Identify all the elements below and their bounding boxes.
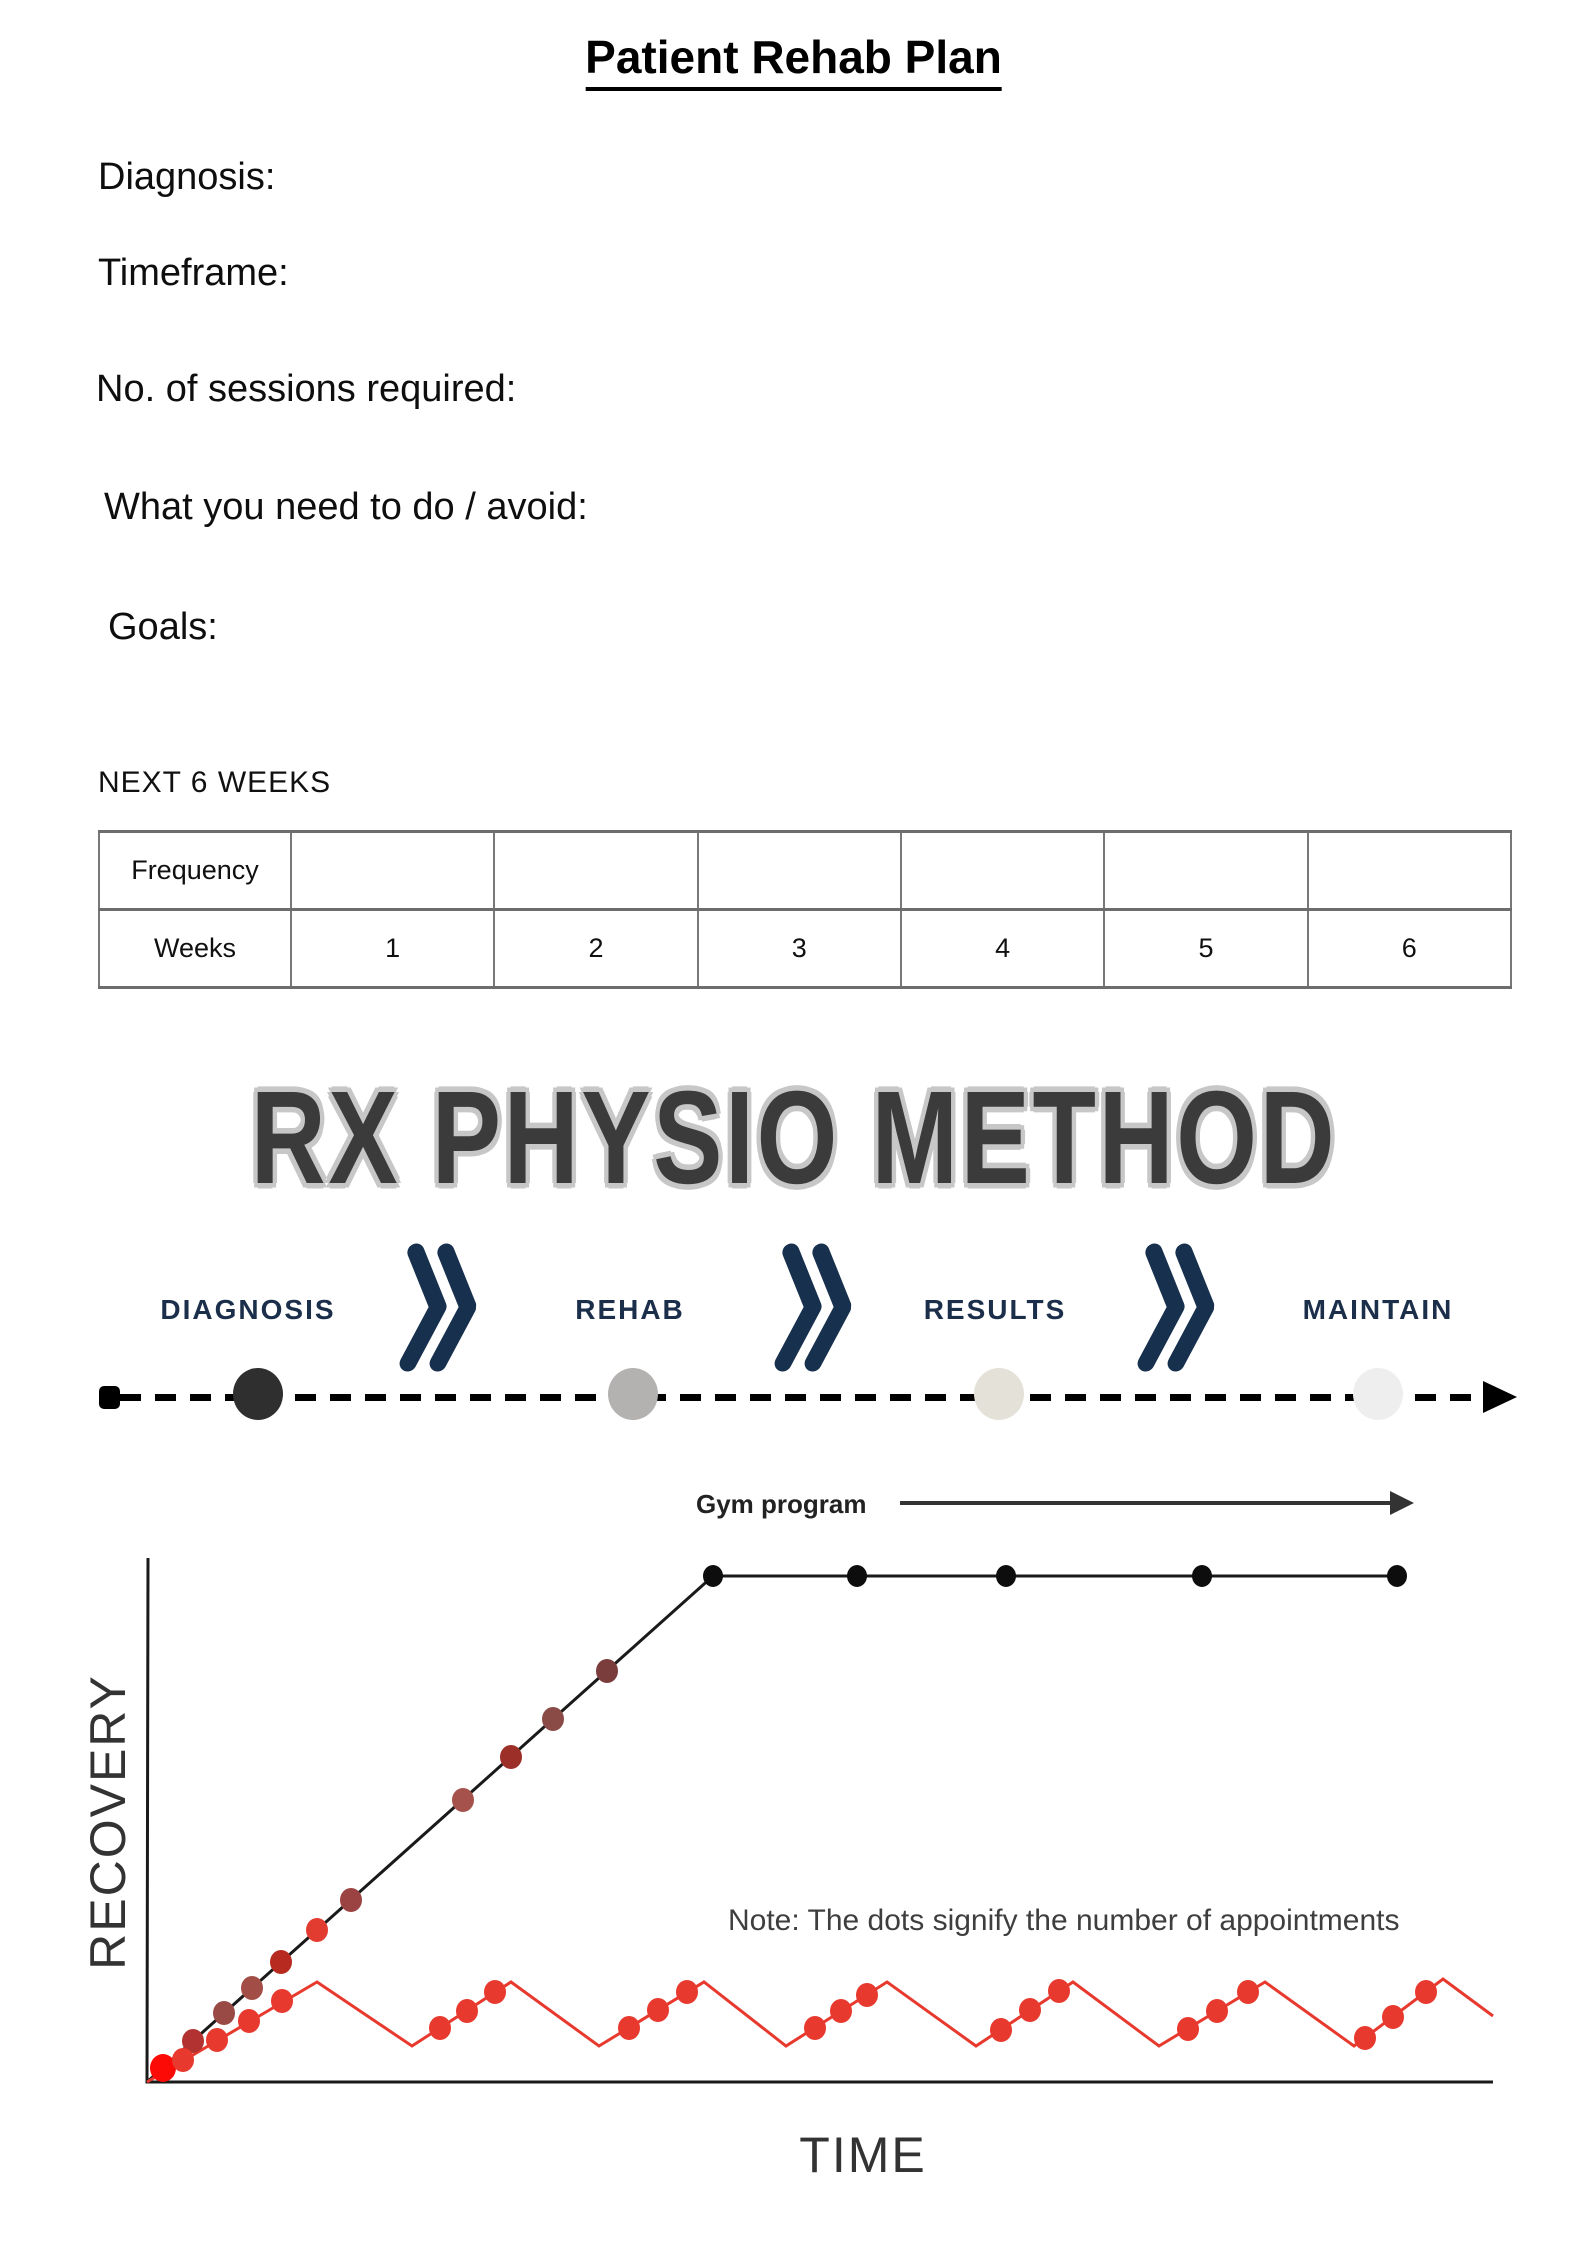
recovery-curve-dot [703, 1565, 723, 1587]
week-number-cell: 3 [698, 910, 901, 988]
x-axis-label: TIME [799, 2127, 927, 2183]
appointments-zigzag-dot [1019, 1998, 1041, 2022]
stage-label-rehab: REHAB [575, 1294, 685, 1325]
appointments-zigzag-dot [206, 2028, 228, 2052]
stage-label-diagnosis: DIAGNOSIS [160, 1294, 336, 1325]
appointments-zigzag-dot [618, 2016, 640, 2040]
recovery-curve-dot [452, 1788, 474, 1812]
recovery-curve-dot [1192, 1565, 1212, 1587]
recovery-curve-dot [596, 1659, 618, 1683]
recovery-curve-dot [150, 2054, 176, 2082]
chart-note: Note: The dots signify the number of appointments [728, 1904, 1400, 1937]
appointments-zigzag-dot [1354, 2026, 1376, 2050]
appointments-zigzag-dot [1177, 2017, 1199, 2041]
appointments-zigzag-dot [1048, 1979, 1070, 2003]
appointments-zigzag-dot [484, 1980, 506, 2004]
appointments-zigzag-dot [990, 2018, 1012, 2042]
field-label-sessions: No. of sessions required: [96, 368, 517, 410]
recovery-curve-dot [241, 1976, 263, 2000]
appointments-zigzag-dot [804, 2016, 826, 2040]
y-axis-label: RECOVERY [80, 1674, 136, 1970]
appointments-zigzag-dot [830, 1999, 852, 2023]
recovery-curve-dot [847, 1565, 867, 1587]
recovery-curve-dot [306, 1918, 328, 1942]
stage-label-maintain: MAINTAIN [1302, 1294, 1454, 1325]
gym-program-label: Gym program [696, 1489, 867, 1519]
recovery-curve-dot [996, 1565, 1016, 1587]
appointments-zigzag-dot [456, 1999, 478, 2023]
recovery-curve-dot [1387, 1565, 1407, 1587]
appointments-zigzag-dot [1382, 2005, 1404, 2029]
week-number-cell: 4 [901, 910, 1104, 988]
week-number-cell: 6 [1308, 910, 1511, 988]
page-title: Patient Rehab Plan [585, 30, 1002, 91]
field-label-do-avoid: What you need to do / avoid: [104, 486, 588, 528]
appointments-zigzag-dot [1206, 1999, 1228, 2023]
appointments-zigzag-dot [271, 1989, 293, 2013]
recovery-curve-dot [340, 1888, 362, 1912]
appointments-zigzag-dot [676, 1980, 698, 2004]
week-number-cell: 2 [494, 910, 697, 988]
field-label-timeframe: Timeframe: [98, 252, 289, 294]
recovery-curve-dot [542, 1707, 564, 1731]
appointments-zigzag-dot [429, 2016, 451, 2040]
week-number-cell: 5 [1104, 910, 1307, 988]
appointments-zigzag-dot [172, 2048, 194, 2072]
field-label-diagnosis: Diagnosis: [98, 156, 276, 198]
frequency-row-label: Frequency [99, 832, 291, 910]
recovery-curve-dot [270, 1950, 292, 1974]
recovery-curve-dot [500, 1745, 522, 1769]
stage-label-results: RESULTS [923, 1294, 1067, 1325]
weeks-row-label: Weeks [99, 910, 291, 988]
method-title: RX PHYSIO METHOD [250, 1064, 1337, 1213]
appointments-zigzag-dot [1237, 1980, 1259, 2004]
appointments-zigzag-dot [238, 2009, 260, 2033]
appointments-zigzag-dot [856, 1983, 878, 2007]
next-6-weeks-heading: NEXT 6 WEEKS [98, 766, 332, 799]
field-label-goals: Goals: [108, 606, 218, 648]
appointments-zigzag-dot [1415, 1980, 1437, 2004]
appointments-zigzag-dot [647, 1998, 669, 2022]
week-number-cell: 1 [291, 910, 494, 988]
recovery-curve-dot [213, 2001, 235, 2025]
